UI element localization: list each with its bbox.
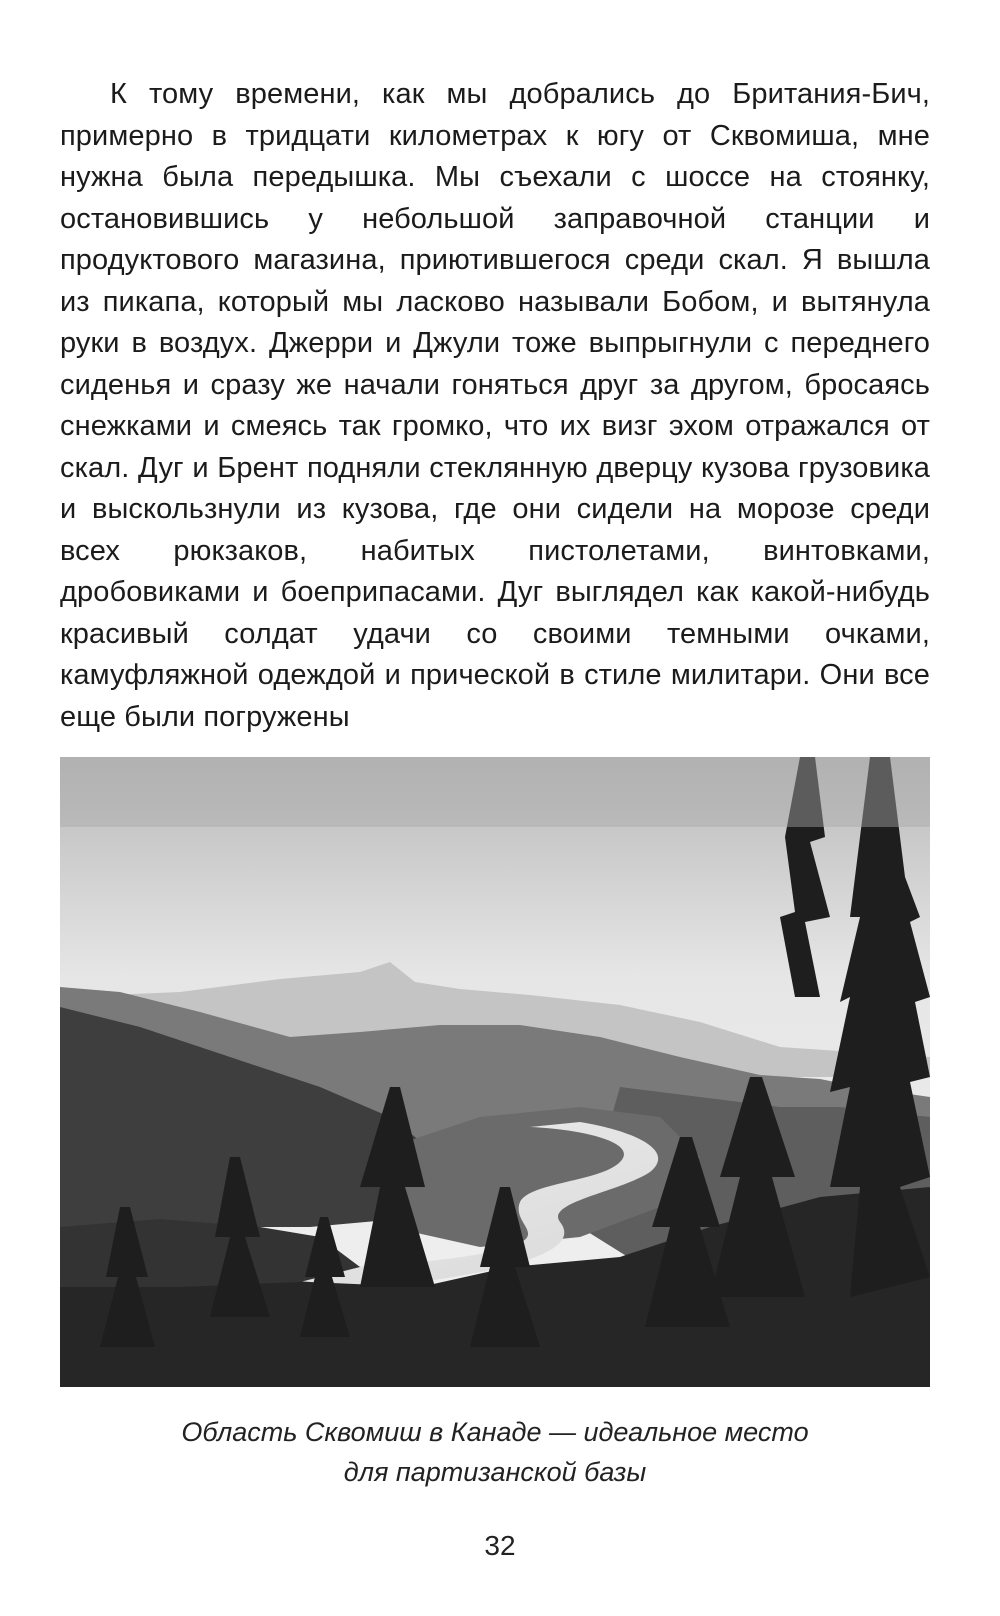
body-paragraph: К тому времени, как мы добрались до Британия-Бич, примерно в тридцати километрах к югу от Сквомиша, мне нужна была передышка. Мы съехали с шоссе на стоянку, остановившись у небольшой заправочной станции и продуктового магазина, приютившегося среди скал. Я вышла из пикапа, который мы ласково называли Бобом, и вытянула руки в воздух. Джерри и Джули тоже выпрыгнули с переднего сиденья и сразу же начали гоняться друг за другом, бросаясь снежками и смеясь так громко, что их визг эхом отражался от скал. Дуг и Брент подняли стеклянную дверцу кузова грузовика и выскользнули из кузова, где они сидели на морозе среди всех рюкзаков, набитых пистолетами, винтовками, дробовиками и боеприпасами. Дуг выглядел как какой-нибудь красивый солдат удачи со своими темными очками, камуфляжной одеждой и прической в стиле милитари. Они все еще были погружены xyxy=(60,78,930,733)
landscape-photo-image xyxy=(60,757,930,1387)
caption-line-1: Область Сквомиш в Канаде — идеальное место xyxy=(181,1417,809,1447)
caption-line-2: для партизанской базы xyxy=(343,1457,647,1487)
figure-caption xyxy=(60,1412,930,1492)
page-number: 32 xyxy=(484,1530,516,1561)
landscape-photo xyxy=(60,757,930,1387)
